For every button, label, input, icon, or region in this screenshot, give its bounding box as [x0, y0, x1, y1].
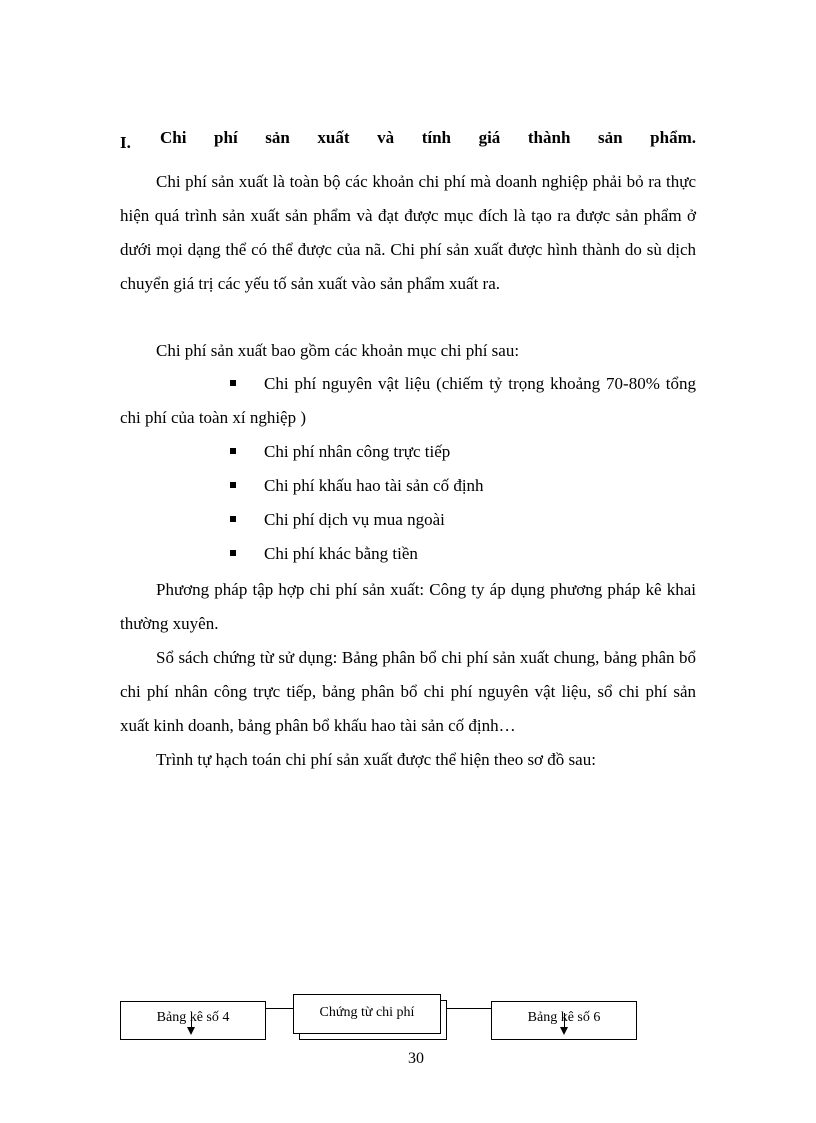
paragraph-diagram-intro: Trình tự hạch toán chi phí sản xuất được thể hiện theo sơ đồ sau: [156, 750, 596, 769]
page-number: 30 [408, 1050, 424, 1067]
connector-line [266, 1008, 293, 1009]
list-item [120, 537, 696, 571]
diagram-box-label: Chứng từ chi phí [319, 1005, 415, 1020]
connector-line [441, 1008, 491, 1009]
section-number: I. [120, 133, 131, 152]
list-item-text: Chi phí dịch vụ mua ngoài [264, 510, 445, 529]
diagram-box-label: Bảng kê số 6 [527, 1010, 601, 1025]
paragraph-method: Phương pháp tập hợp chi phí sản xuất: Công ty áp dụng phương pháp kê khai thường xuyên. [120, 580, 696, 633]
cost-items-list [120, 367, 696, 571]
bullet-square-icon [230, 448, 236, 454]
diagram-box-label: Bảng kê số 4 [156, 1010, 230, 1025]
list-item-text: Chi phí nhân công trực tiếp [264, 442, 451, 461]
list-item [120, 435, 696, 469]
list-item-text: Chi phí khấu hao tài sản cố định [264, 476, 484, 495]
list-item [120, 367, 696, 435]
paragraph-cost-items-intro: Chi phí sản xuất bao gồm các khoản mục chi phí sau: [156, 341, 520, 360]
diagram-box-chung-tu-chi-phi [293, 994, 441, 1034]
bullet-square-icon [230, 380, 236, 386]
arrow-down-icon [560, 1027, 568, 1035]
arrow-line [191, 1013, 192, 1027]
list-item [120, 469, 696, 503]
bullet-square-icon [230, 516, 236, 522]
paragraph-definition: Chi phí sản xuất là toàn bộ các khoản chi phí mà doanh nghiệp phải bỏ ra thực hiện quá trình sản xuất sản phẩm và đạt được mục đích là tạo ra được sản phẩm ở dưới mọi dạng thể có thể được của nã. Chi phí sản xuất được hình thành do sù dịch chuyển giá trị các yếu tố sản xuất vào sản phẩm xuất ra. [120, 172, 696, 293]
section-title: Chi phí sản xuất và tính giá thành sản phẩm. [160, 128, 696, 147]
list-item-text: Chi phí nguyên vật liệu (chiếm tỷ trọng khoảng 70-80% tổng chi phí của toàn xí nghiệp ) [120, 374, 696, 427]
bullet-square-icon [230, 482, 236, 488]
arrow-line [564, 1013, 565, 1027]
paragraph-documents: Sổ sách chứng từ sử dụng: Bảng phân bổ chi phí sản xuất chung, bảng phân bổ chi phí nhân công trực tiếp, bảng phân bổ chi phí nguyên vật liệu, sổ chi phí sản xuất kinh doanh, bảng phân bổ khấu hao tài sản cố định… [120, 648, 696, 735]
section-heading [120, 128, 696, 153]
bullet-square-icon [230, 550, 236, 556]
arrow-down-icon [187, 1027, 195, 1035]
list-item [120, 503, 696, 537]
list-item-text: Chi phí khác bằng tiền [264, 544, 418, 563]
